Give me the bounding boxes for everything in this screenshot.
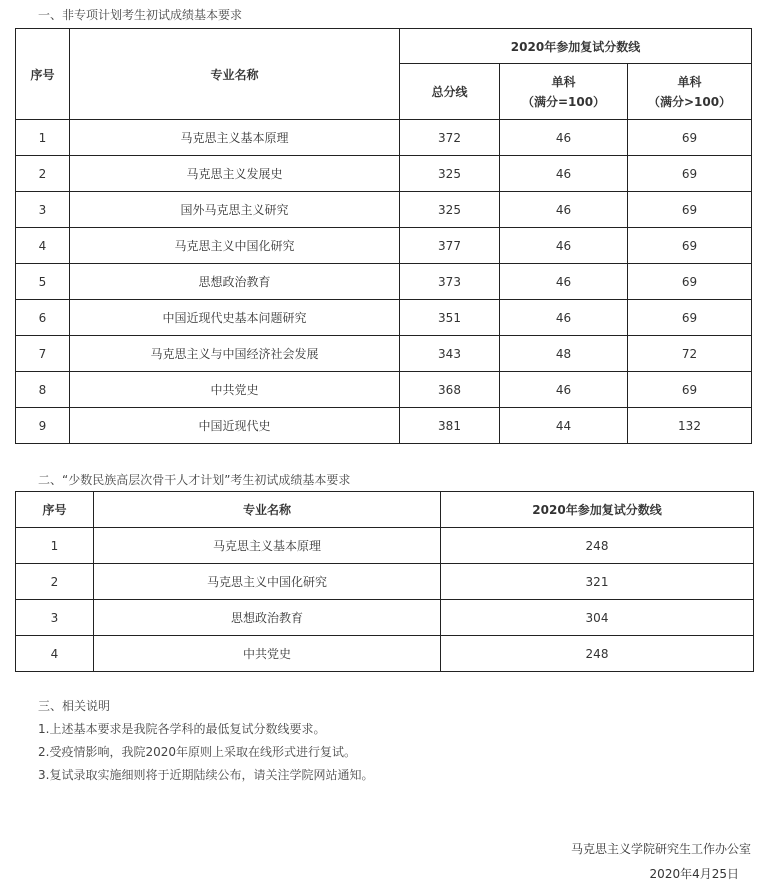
cell-major: 中共党史: [70, 372, 400, 408]
header-single-100-line1: 单科: [551, 74, 576, 89]
score-table-general: [15, 28, 752, 444]
header-single-100: [500, 64, 628, 120]
cell-major: 马克思主义基本原理: [94, 528, 441, 564]
office-signature: 马克思主义学院研究生工作办公室: [570, 842, 751, 856]
cell-seq: 1: [16, 528, 94, 564]
cell-total: 351: [400, 300, 500, 336]
cell-single-over-100: 69: [628, 120, 752, 156]
cell-score: 321: [441, 564, 754, 600]
note-item: 3.复试录取实施细则将于近期陆续公布，请关注学院网站通知。: [38, 768, 374, 782]
cell-single-over-100: 69: [628, 300, 752, 336]
table-row: [16, 120, 752, 156]
cell-single-over-100: 69: [628, 228, 752, 264]
header-major: 专业名称: [94, 492, 441, 528]
header-total: 总分线: [400, 64, 500, 120]
table-row: [16, 564, 754, 600]
table-row: [16, 600, 754, 636]
table-row: [16, 528, 754, 564]
signature-date: 2020年4月25日: [649, 867, 739, 881]
cell-major: 马克思主义与中国经济社会发展: [70, 336, 400, 372]
table-row: [16, 636, 754, 672]
cell-total: 373: [400, 264, 500, 300]
cell-total: 377: [400, 228, 500, 264]
table-row: [16, 300, 752, 336]
cell-single-over-100: 69: [628, 372, 752, 408]
cell-total: 381: [400, 408, 500, 444]
cell-score: 248: [441, 636, 754, 672]
cell-single-100: 46: [500, 228, 628, 264]
cell-major: 中国近现代史基本问题研究: [70, 300, 400, 336]
cell-seq: 9: [16, 408, 70, 444]
cell-score: 304: [441, 600, 754, 636]
cell-single-100: 46: [500, 192, 628, 228]
header-seq: 序号: [16, 492, 94, 528]
cell-score: 248: [441, 528, 754, 564]
table-row: [16, 408, 752, 444]
cell-single-100: 46: [500, 372, 628, 408]
score-table-minority: [15, 491, 754, 672]
cell-major: 思想政治教育: [94, 600, 441, 636]
cell-single-over-100: 72: [628, 336, 752, 372]
cell-seq: 6: [16, 300, 70, 336]
header-single-over-100-line2: （满分>100）: [647, 94, 732, 109]
cell-major: 马克思主义发展史: [70, 156, 400, 192]
cell-single-over-100: 69: [628, 192, 752, 228]
table-row: [16, 228, 752, 264]
cell-major: 马克思主义中国化研究: [94, 564, 441, 600]
table-row: [16, 156, 752, 192]
cell-total: 368: [400, 372, 500, 408]
cell-seq: 8: [16, 372, 70, 408]
cell-seq: 7: [16, 336, 70, 372]
cell-total: 343: [400, 336, 500, 372]
note-item: 1.上述基本要求是我院各学科的最低复试分数线要求。: [38, 722, 326, 736]
section2-title: 二、“少数民族高层次骨干人才计划”考生初试成绩基本要求: [38, 473, 351, 487]
cell-single-100: 46: [500, 120, 628, 156]
header-single-over-100: [628, 64, 752, 120]
notes-section: [38, 695, 373, 787]
cell-seq: 4: [16, 636, 94, 672]
table-row: [16, 372, 752, 408]
cell-single-100: 44: [500, 408, 628, 444]
note-item: 2.受疫情影响，我院2020年原则上采取在线形式进行复试。: [38, 745, 356, 759]
cell-seq: 2: [16, 564, 94, 600]
cell-single-over-100: 132: [628, 408, 752, 444]
cell-major: 中共党史: [94, 636, 441, 672]
cell-seq: 2: [16, 156, 70, 192]
header-single-over-100-line1: 单科: [677, 74, 702, 89]
cell-total: 325: [400, 192, 500, 228]
cell-major: 马克思主义中国化研究: [70, 228, 400, 264]
cell-seq: 5: [16, 264, 70, 300]
cell-single-over-100: 69: [628, 264, 752, 300]
cell-single-100: 46: [500, 264, 628, 300]
cell-seq: 3: [16, 600, 94, 636]
cell-single-100: 46: [500, 300, 628, 336]
cell-major: 马克思主义基本原理: [70, 120, 400, 156]
cell-major: 思想政治教育: [70, 264, 400, 300]
cell-seq: 3: [16, 192, 70, 228]
header-seq: 序号: [16, 29, 70, 120]
header-major: 专业名称: [70, 29, 400, 120]
table-row: [16, 336, 752, 372]
cell-major: 国外马克思主义研究: [70, 192, 400, 228]
table-row: [16, 192, 752, 228]
cell-total: 325: [400, 156, 500, 192]
cell-seq: 4: [16, 228, 70, 264]
cell-major: 中国近现代史: [70, 408, 400, 444]
notes-title: 三、相关说明: [38, 699, 111, 713]
cell-single-100: 46: [500, 156, 628, 192]
cell-seq: 1: [16, 120, 70, 156]
header-score: 2020年参加复试分数线: [441, 492, 754, 528]
section1-title: 一、非专项计划考生初试成绩基本要求: [38, 8, 243, 22]
header-single-100-line2: （满分=100）: [521, 94, 606, 109]
cell-single-100: 48: [500, 336, 628, 372]
cell-total: 372: [400, 120, 500, 156]
cell-single-over-100: 69: [628, 156, 752, 192]
header-score-group: 2020年参加复试分数线: [400, 29, 752, 64]
table-row: [16, 264, 752, 300]
